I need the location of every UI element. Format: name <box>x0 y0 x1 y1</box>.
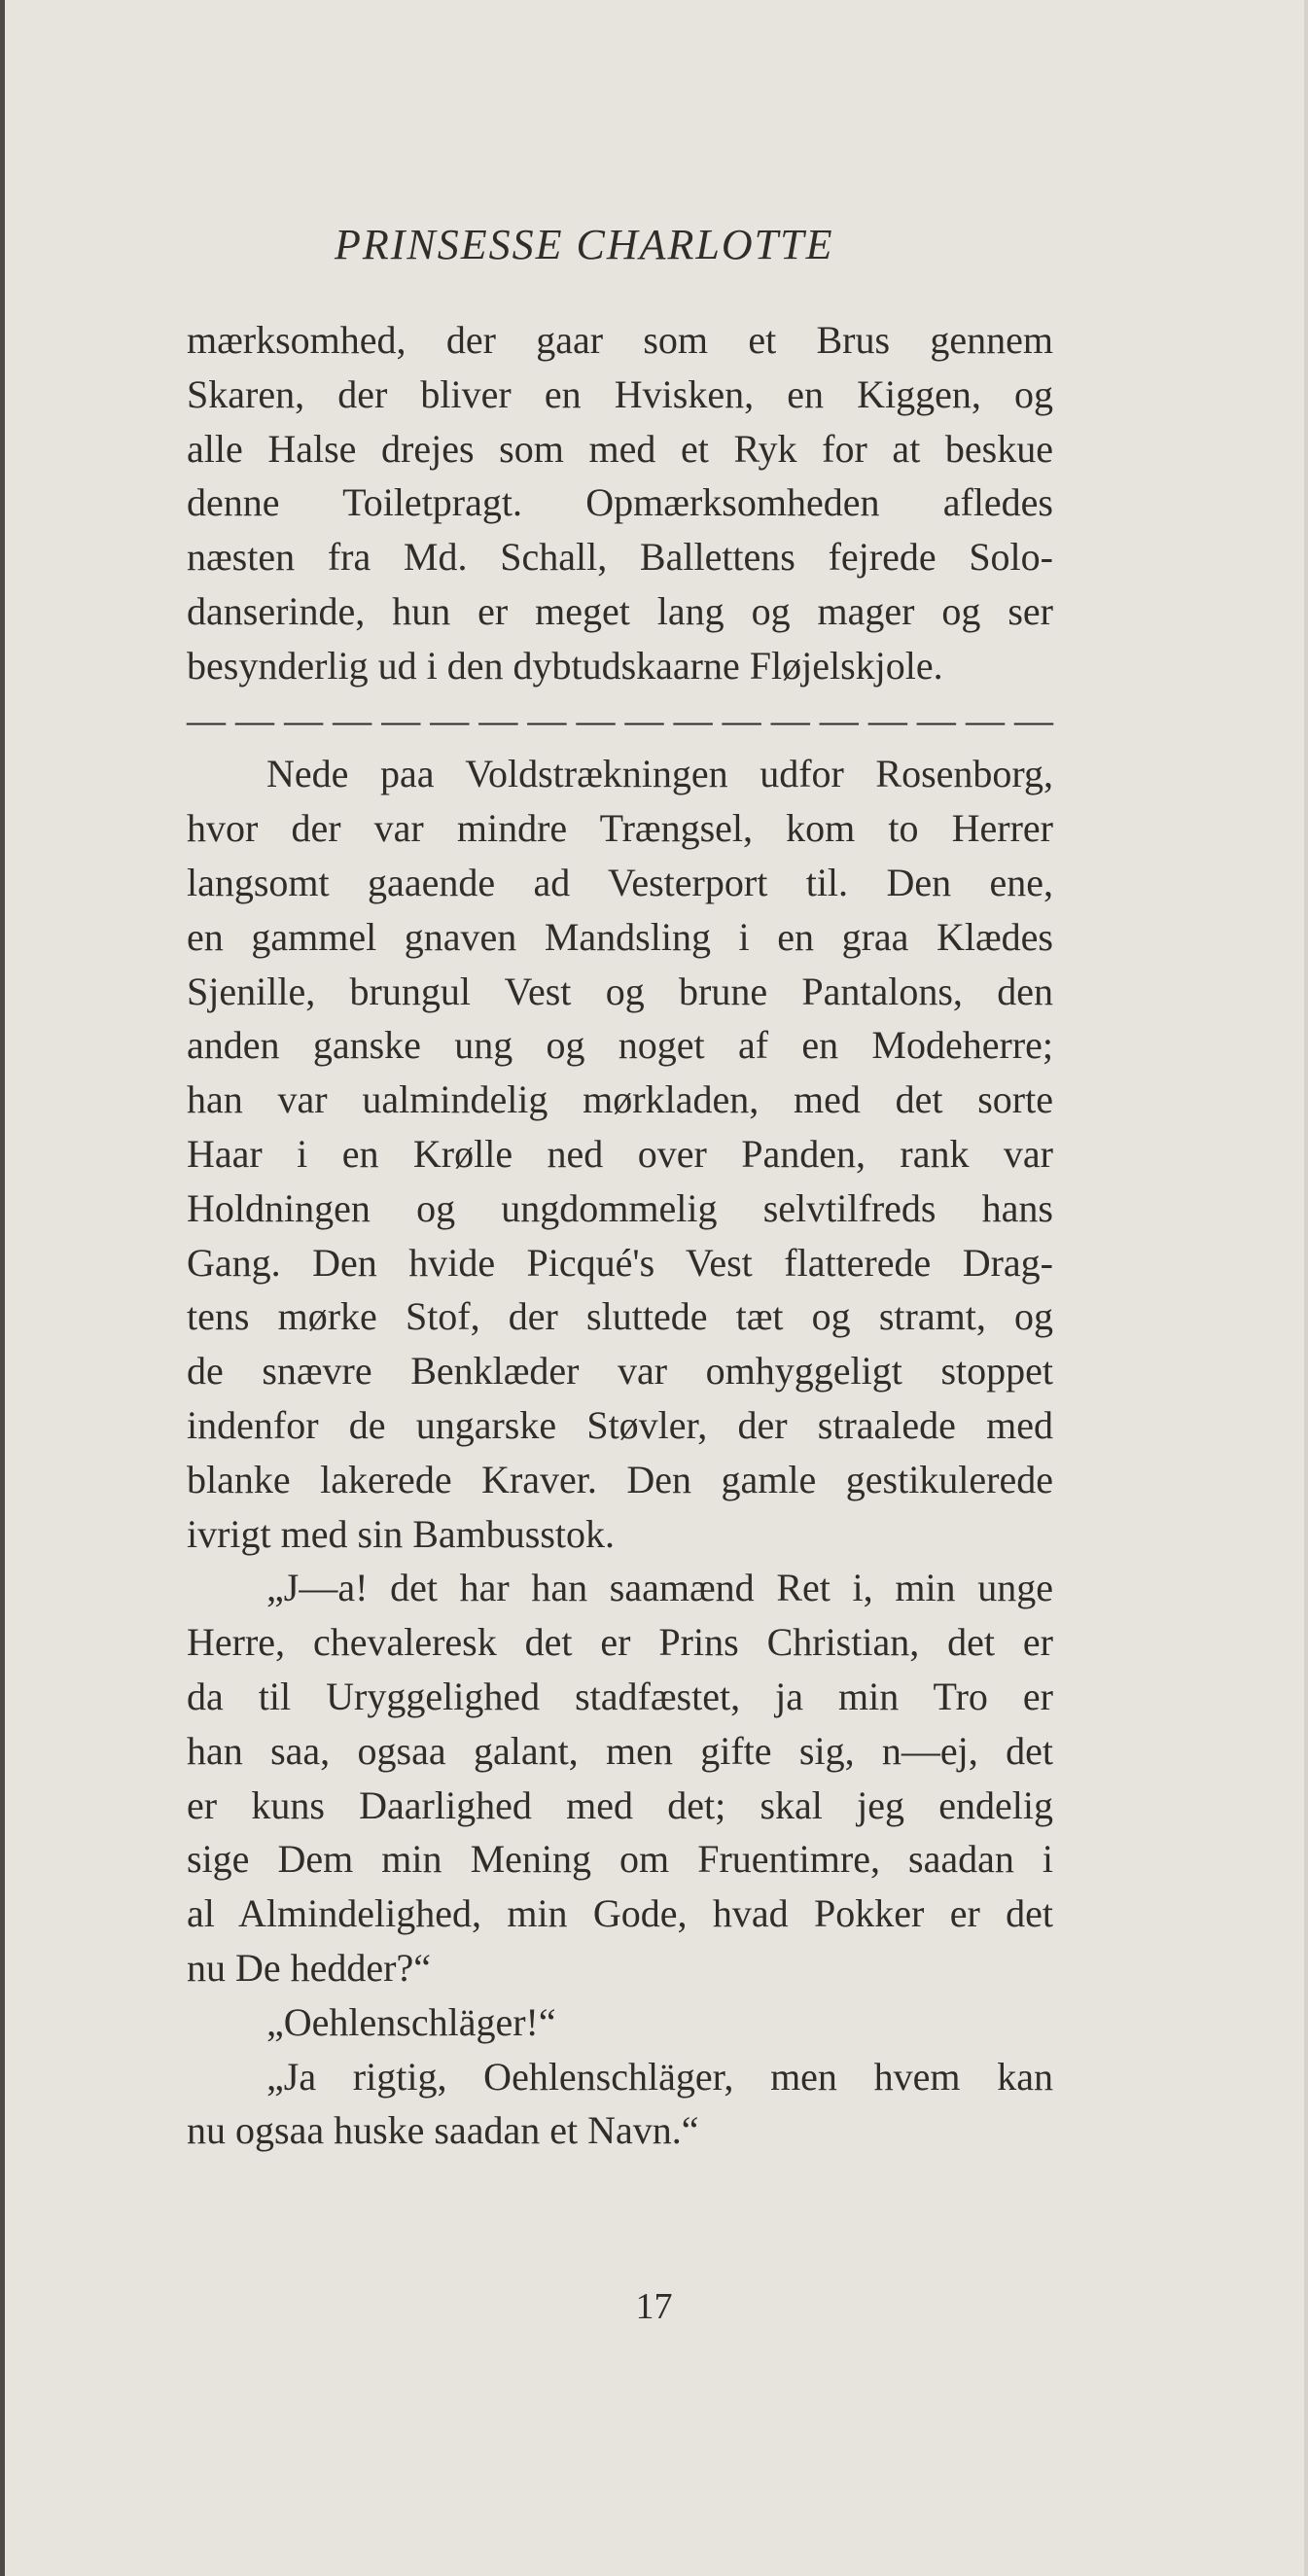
text-line: langsomt gaaende ad Vesterport til. Den ene, <box>187 860 1053 904</box>
text-line: al Almindelighed, min Gode, hvad Pokker er det <box>187 1891 1053 1936</box>
text-line: da til Uryggelighed stadfæstet, ja min Tro er <box>187 1674 1053 1718</box>
paragraph-2 <box>187 747 1053 1561</box>
text-line: næsten fra Md. Schall, Ballettens fejrede Solo- <box>187 535 1053 580</box>
text-line: anden ganske ung og noget af en Modeherre; <box>187 1023 1053 1068</box>
text-line: blanke lakerede Kraver. Den gamle gestikulerede <box>187 1457 1053 1501</box>
text-line: Haar i en Krølle ned over Panden, rank var <box>187 1131 1053 1176</box>
text-line: denne Toiletpragt. Opmærksomheden afledes <box>187 480 1053 525</box>
text-line: er kuns Daarlighed med det; skal jeg endelig <box>187 1782 1053 1827</box>
text-line: ivrigt med sin Bambusstok. <box>187 1511 615 1556</box>
text-line: besynderlig ud i den dybtudskaarne Fløjelskjole. <box>187 643 943 688</box>
text-line: Skaren, der bliver en Hvisken, en Kiggen, og <box>187 371 1053 416</box>
text-line: mærksomhed, der gaar som et Brus gennem <box>187 318 1053 362</box>
text-line: tens mørke Stof, der sluttede tæt og stramt, og <box>187 1294 1053 1339</box>
page-scan-edge-left <box>0 0 5 2576</box>
text-line: indenfor de ungarske Støvler, der straalede med <box>187 1402 1053 1447</box>
paragraph-1 <box>187 313 1053 693</box>
text-line: de snævre Benklæder var omhyggeligt stoppet <box>187 1349 1053 1394</box>
text-line: „Ja rigtig, Oehlenschläger, men hvem kan <box>266 2054 1053 2099</box>
text-line: Holdningen og ungdommelig selvtilfreds hans <box>187 1185 1053 1230</box>
text-line: Herre, chevaleresk det er Prins Christian, det er <box>187 1620 1053 1665</box>
text-line: Gang. Den hvide Picqué's Vest flatterede Drag- <box>187 1240 1053 1285</box>
body-text <box>187 313 1053 2158</box>
page-scan-edge-right <box>1304 0 1308 2576</box>
text-line: nu De hedder?“ <box>187 1945 431 1990</box>
text-line: hvor der var mindre Trængsel, kom to Herrer <box>187 806 1053 851</box>
text-line: han var ualmindelig mørkladen, med det sorte <box>187 1077 1053 1122</box>
text-line: han saa, ogsaa galant, men gifte sig, n—ej, det <box>187 1728 1053 1773</box>
text-line: danserinde, hun er meget lang og mager og ser <box>187 588 1053 633</box>
paragraph-4 <box>187 1995 1053 2050</box>
paragraph-5 <box>187 2050 1053 2159</box>
text-line: Sjenille, brungul Vest og brune Pantalons, den <box>187 969 1053 1013</box>
section-separator: — — — — — — — — — — — — — — — — — — <box>187 697 1053 742</box>
text-line: alle Halse drejes som med et Ryk for at beskue <box>187 426 1053 471</box>
text-line: en gammel gnaven Mandsling i en graa Klædes <box>187 914 1053 959</box>
text-line: sige Dem min Mening om Fruentimre, saadan i <box>187 1837 1053 1882</box>
text-line: Nede paa Voldstrækningen udfor Rosenborg, <box>266 752 1053 796</box>
running-header: PRINSESSE CHARLOTTE <box>335 221 834 268</box>
text-line: „Oehlenschläger!“ <box>266 1999 556 2044</box>
page-number: 17 <box>635 2286 673 2327</box>
paragraph-3 <box>187 1561 1053 1994</box>
text-line: nu ogsaa huske saadan et Navn.“ <box>187 2108 699 2153</box>
text-line: „J—a! det har han saamænd Ret i, min unge <box>266 1566 1053 1610</box>
